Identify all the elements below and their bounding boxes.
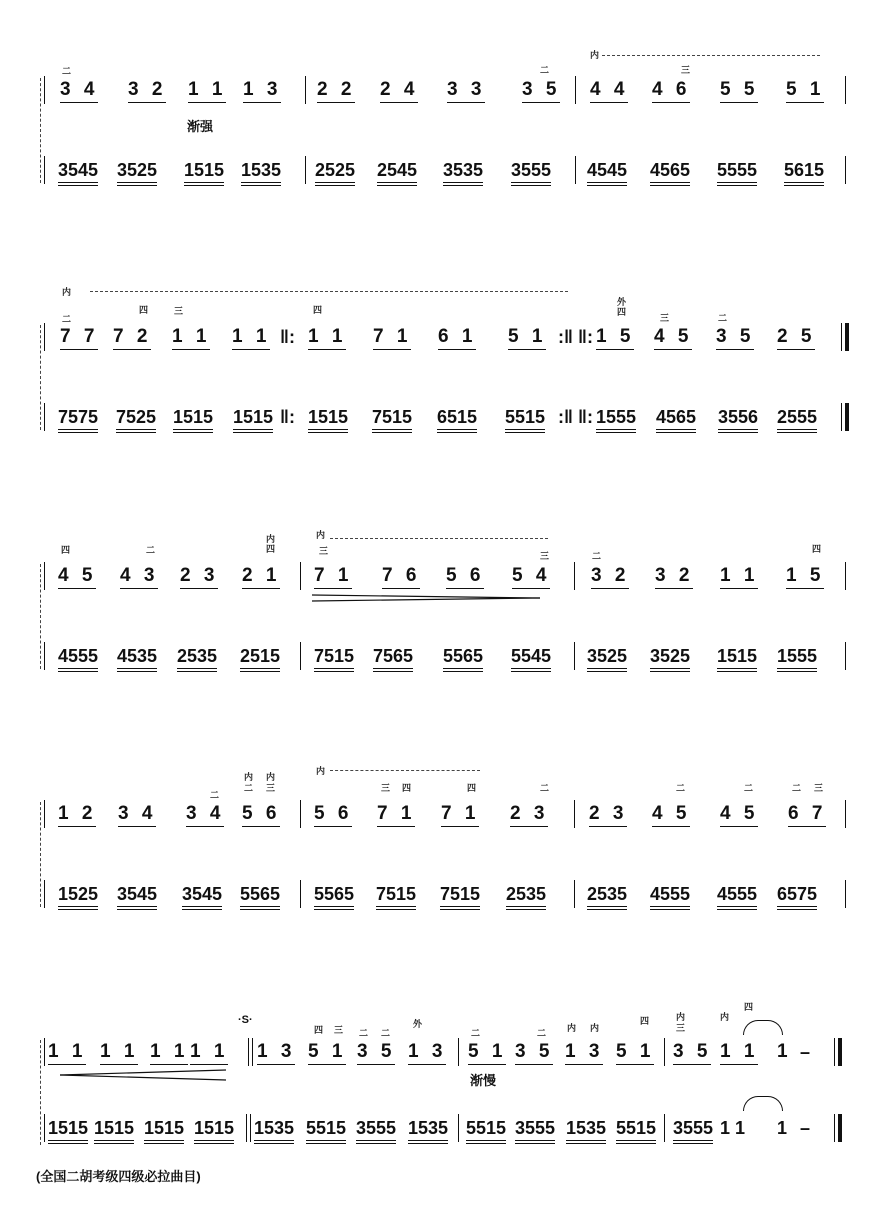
note-group: 1 2: [58, 803, 96, 827]
note-group: 4 4: [590, 79, 628, 103]
note-group: 3525: [650, 645, 690, 672]
note-group: 4 5: [58, 565, 96, 589]
barline-double: [248, 1038, 249, 1066]
note-group: 5 1: [508, 326, 546, 350]
note-group: 1555: [596, 406, 636, 433]
string-mark: 二: [540, 783, 550, 793]
string-mark: 二: [540, 65, 550, 75]
string-mark: 四: [139, 305, 149, 315]
string-mark: 四: [812, 544, 822, 554]
note-group: 2535: [587, 883, 627, 910]
barline: [458, 1038, 459, 1066]
barline-end: [838, 1038, 842, 1066]
note-group: 1 5: [596, 326, 634, 350]
string-mark: 三: [266, 783, 276, 793]
note-group: 1 1: [720, 1041, 758, 1065]
note-group: 4555: [58, 645, 98, 672]
repeat-end: :‖: [558, 407, 573, 427]
melody-line: [0, 65, 885, 134]
string-mark: 内: [676, 1012, 686, 1022]
segno-sign: ·S·: [238, 1014, 253, 1026]
note-group: 5515: [306, 1117, 346, 1144]
note-group: 3555: [515, 1117, 555, 1144]
repeat-start: ‖:: [280, 407, 295, 427]
repeat-start: ‖:: [578, 327, 593, 347]
string-mark: 二: [792, 783, 802, 793]
string-mark: 二: [146, 545, 156, 555]
string-mark: 外: [413, 1019, 423, 1029]
barline: [44, 323, 45, 351]
note-group: 6 1: [438, 326, 476, 350]
note-group: 3 4: [118, 803, 156, 827]
note-group: 1 1: [172, 326, 210, 350]
note-group: 7 1: [373, 326, 411, 350]
note-group: 4565: [656, 406, 696, 433]
barline-end: [845, 403, 849, 431]
note-group: 3 2: [128, 79, 166, 103]
barline: [664, 1114, 665, 1142]
string-mark: 二: [718, 313, 728, 323]
note-group: 3 5: [515, 1041, 553, 1065]
note-group: 1: [777, 1041, 792, 1062]
note-group: 3 3: [447, 79, 485, 103]
note-group: 6515: [437, 406, 477, 433]
note-group: 4555: [717, 883, 757, 910]
note-group: 3 4: [186, 803, 224, 827]
note-group: 6575: [777, 883, 817, 910]
note-group: 4545: [587, 159, 627, 186]
note-group: 7 7: [60, 326, 98, 350]
position-dashed-line: [90, 291, 568, 292]
note-group: 1 1: [720, 565, 758, 589]
note-group: 4 3: [120, 565, 158, 589]
barline: [44, 403, 45, 431]
note-group: 1 3: [243, 79, 281, 103]
note-group: 1515: [94, 1117, 134, 1144]
barline: [44, 1038, 45, 1066]
note-group: 5 6: [314, 803, 352, 827]
accompaniment-line: [0, 874, 885, 914]
barline: [574, 642, 575, 670]
note-group: 3 5: [673, 1041, 711, 1065]
barline: [300, 562, 301, 590]
barline: [300, 642, 301, 670]
barline: [845, 76, 846, 104]
dynamic-ritardando: 渐慢: [470, 1073, 497, 1088]
tie-slur: [743, 1096, 783, 1111]
string-mark: 二: [537, 1028, 547, 1038]
note-group: 2535: [506, 883, 546, 910]
note-group: 7565: [373, 645, 413, 672]
position-mark: 内: [316, 530, 326, 540]
note-group: 7 1: [441, 803, 479, 827]
note-group: 7575: [58, 406, 98, 433]
note-group: 5 6: [446, 565, 484, 589]
note-group: 1 3: [565, 1041, 603, 1065]
note-group: 1 1: [100, 1041, 138, 1065]
string-mark: 内: [567, 1023, 577, 1033]
note-group: 3545: [117, 883, 157, 910]
note-group: 1 1: [308, 326, 346, 350]
note-group: 7 1: [377, 803, 415, 827]
note-group: 1515: [184, 159, 224, 186]
position-mark: 内: [590, 50, 600, 60]
barline: [458, 1114, 459, 1142]
note-group: 3545: [58, 159, 98, 186]
note-group: 3 2: [655, 565, 693, 589]
note-group: 2 3: [510, 803, 548, 827]
string-mark: 四: [744, 1002, 754, 1012]
string-mark: 内: [720, 1012, 730, 1022]
note-group: 3555: [511, 159, 551, 186]
note-group: 2 4: [380, 79, 418, 103]
note-group: 1 1: [48, 1041, 86, 1065]
note-group: 1 1: [232, 326, 270, 350]
string-mark: 二: [359, 1028, 369, 1038]
string-mark: 二: [744, 783, 754, 793]
note-group: 4535: [117, 645, 157, 672]
sustain-dash: –: [800, 1042, 811, 1062]
barline: [44, 76, 45, 104]
barline: [44, 800, 45, 828]
note-group: 5565: [314, 883, 354, 910]
note-group: 3525: [587, 645, 627, 672]
string-mark: 内: [266, 772, 276, 782]
string-mark: 二: [676, 783, 686, 793]
string-mark: 四: [313, 305, 323, 315]
note-group: 5515: [466, 1117, 506, 1144]
sustain-dash: –: [800, 1118, 811, 1138]
string-mark: 二: [381, 1028, 391, 1038]
note-group: 5 1: [616, 1041, 654, 1065]
string-mark: 四: [467, 783, 477, 793]
string-mark: 四: [266, 544, 276, 554]
barline: [845, 156, 846, 184]
note-group: 1535: [566, 1117, 606, 1144]
note-group: 2 2: [317, 79, 355, 103]
barline: [845, 562, 846, 590]
note-group: 1 1: [188, 79, 226, 103]
note-group: 1 5: [786, 565, 824, 589]
tie-slur: [743, 1020, 783, 1035]
string-mark: 内: [266, 534, 276, 544]
note-group: 5 1: [468, 1041, 506, 1065]
note-group: 5 1: [308, 1041, 346, 1065]
string-mark: 二: [592, 551, 602, 561]
position-dashed-line: [330, 770, 480, 771]
note-group: 1 1: [190, 1041, 228, 1065]
barline: [44, 562, 45, 590]
note-group: 1555: [777, 645, 817, 672]
string-mark: 四: [61, 545, 71, 555]
barline: [44, 1114, 45, 1142]
note-group: 7515: [440, 883, 480, 910]
melody-line: [0, 297, 885, 357]
note-group: 3 4: [60, 79, 98, 103]
footer-note: (全国二胡考级四级必拉曲目): [36, 1169, 201, 1184]
note-group: 3 5: [357, 1041, 395, 1065]
crescendo-hairpin: [60, 1068, 228, 1082]
note-group: 3555: [673, 1117, 713, 1144]
note-group: 6 7: [788, 803, 826, 827]
note-group: 1515: [173, 406, 213, 433]
note-group: 7525: [116, 406, 156, 433]
barline-double: [246, 1114, 247, 1142]
note-group: 1535: [408, 1117, 448, 1144]
barline: [300, 880, 301, 908]
note-group: 5565: [240, 883, 280, 910]
barline: [845, 800, 846, 828]
barline: [44, 156, 45, 184]
note-group: 5 1: [786, 79, 824, 103]
barline: [575, 76, 576, 104]
note-group: 1525: [58, 883, 98, 910]
barline: [574, 880, 575, 908]
string-mark: 内: [590, 1023, 600, 1033]
note-group: 1515: [308, 406, 348, 433]
string-mark: 三: [334, 1025, 344, 1035]
accompaniment-line: [0, 150, 885, 190]
note-group: 3556: [718, 406, 758, 433]
accompaniment-line: [0, 636, 885, 676]
melody-line: [0, 1002, 885, 1088]
note-group: 4 5: [720, 803, 758, 827]
note-group: 2515: [240, 645, 280, 672]
repeat-end: :‖: [558, 327, 573, 347]
position-mark: 内: [62, 287, 72, 297]
barline: [305, 76, 306, 104]
note-group: 1 1: [150, 1041, 188, 1065]
string-mark: 三: [814, 783, 824, 793]
note-group: 3525: [117, 159, 157, 186]
note-group: 5545: [511, 645, 551, 672]
note-group: 1515: [717, 645, 757, 672]
note-group: 3535: [443, 159, 483, 186]
note-group: 5555: [717, 159, 757, 186]
note-group: 1515: [233, 406, 273, 433]
accompaniment-line: [0, 1108, 885, 1148]
string-mark: 三: [540, 551, 550, 561]
note-group: 1535: [241, 159, 281, 186]
note-group: 4 6: [652, 79, 690, 103]
barline-end: [845, 323, 849, 351]
note-group: 1 3: [408, 1041, 446, 1065]
barline: [44, 880, 45, 908]
note-group: 2 1: [242, 565, 280, 589]
repeat-start: ‖:: [280, 327, 295, 347]
string-mark: 三: [681, 65, 691, 75]
note-group: 1515: [48, 1117, 88, 1144]
position-dashed-line: [602, 55, 820, 56]
note-group: 4 5: [652, 803, 690, 827]
string-mark: 二: [471, 1028, 481, 1038]
note-group: 1535: [254, 1117, 294, 1144]
note-group: 5565: [443, 645, 483, 672]
note-group: 1 3: [257, 1041, 295, 1065]
note-group: 2555: [777, 406, 817, 433]
note-group: 5 5: [720, 79, 758, 103]
note-group: 4 5: [654, 326, 692, 350]
note-group: 3555: [356, 1117, 396, 1144]
note-group: 7515: [314, 645, 354, 672]
note-group: 2 5: [777, 326, 815, 350]
string-mark: 外: [617, 297, 627, 307]
position-dashed-line: [330, 538, 548, 539]
crescendo-hairpin: [312, 592, 542, 604]
string-mark: 四: [314, 1025, 324, 1035]
barline: [44, 642, 45, 670]
string-mark: 二: [244, 783, 254, 793]
string-mark: 二: [210, 790, 220, 800]
barline: [664, 1038, 665, 1066]
string-mark: 三: [319, 546, 329, 556]
string-mark: 二: [62, 66, 72, 76]
barline: [574, 800, 575, 828]
note-group: 5 4: [512, 565, 550, 589]
string-mark: 四: [402, 783, 412, 793]
string-mark: 二: [62, 314, 72, 324]
barline: [845, 642, 846, 670]
dynamic-crescendo: 渐强: [187, 119, 214, 134]
melody-line: [0, 772, 885, 834]
note-group: 7 2: [113, 326, 151, 350]
note-group: 2 3: [589, 803, 627, 827]
note-group: 1515: [144, 1117, 184, 1144]
note-group: 3545: [182, 883, 222, 910]
note-group: 1: [777, 1118, 788, 1138]
barline: [575, 156, 576, 184]
note-group: 7515: [376, 883, 416, 910]
string-mark: 内: [244, 772, 254, 782]
note-group: 3 5: [716, 326, 754, 350]
note-group: 4555: [650, 883, 690, 910]
note-group: 7515: [372, 406, 412, 433]
note-group: 4565: [650, 159, 690, 186]
string-mark: 四: [640, 1016, 650, 1026]
melody-line: [0, 534, 885, 596]
note-group: 2525: [315, 159, 355, 186]
barline: [845, 880, 846, 908]
note-group: 2545: [377, 159, 417, 186]
note-group: 2 3: [180, 565, 218, 589]
string-mark: 四: [617, 307, 627, 317]
note-group: 7 1: [314, 565, 352, 589]
note-group: 7 6: [382, 565, 420, 589]
string-mark: 三: [381, 783, 391, 793]
barline: [305, 156, 306, 184]
note-group: 3 2: [591, 565, 629, 589]
accompaniment-line: [0, 397, 885, 437]
string-mark: 三: [174, 306, 184, 316]
barline: [300, 800, 301, 828]
note-group: 5515: [616, 1117, 656, 1144]
barline: [574, 562, 575, 590]
note-group: 5 6: [242, 803, 280, 827]
note-group: 1 1: [720, 1118, 746, 1138]
string-mark: 三: [676, 1023, 686, 1033]
position-mark: 内: [316, 766, 326, 776]
note-group: 2535: [177, 645, 217, 672]
string-mark: 三: [660, 313, 670, 323]
note-group: 5615: [784, 159, 824, 186]
note-group: 1515: [194, 1117, 234, 1144]
repeat-start: ‖:: [578, 407, 593, 427]
note-group: 3 5: [522, 79, 560, 103]
barline-end: [838, 1114, 842, 1142]
note-group: 5515: [505, 406, 545, 433]
